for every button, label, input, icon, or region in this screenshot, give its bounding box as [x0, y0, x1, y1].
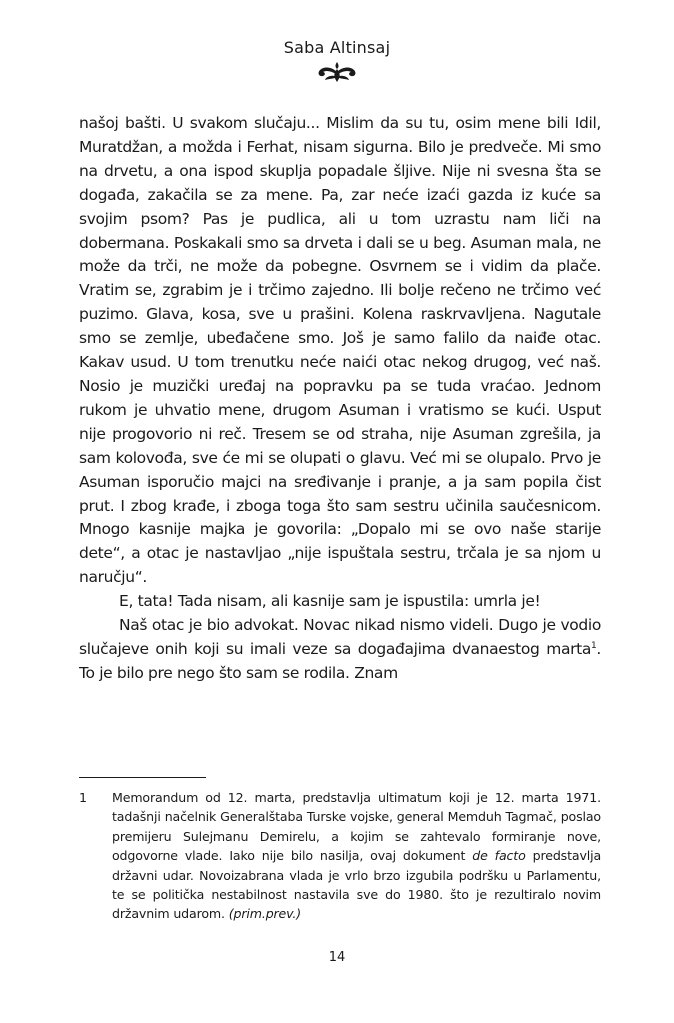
- translator-note: (prim.prev.): [228, 906, 302, 922]
- paragraph-3-text: Naš otac je bio advokat. Novac nikad nismo videli. Dugo je vodio slučajeve onih koji su imali veze sa događajima dvanaestog marta: [79, 616, 601, 658]
- page-header: [0, 38, 674, 83]
- fleuron-ornament-icon: [314, 61, 360, 83]
- paragraph-3-text-end: . To je bilo pre nego što sam se rodila. Znam: [79, 639, 601, 682]
- paragraph-3: [79, 614, 601, 686]
- footnote-text-part-1: Memorandum od 12. marta, predstavlja ultimatum koji je 12. marta 1971. tadašnji načelnik Generalštaba Turske vojske, general Memduh Tagmač, poslao premijeru Sulejmanu Demirelu, a kojim se zahtevalo formiranje nove, odgovorne vlade. Iako nije bilo nasilja, ovaj dokument: [112, 790, 601, 864]
- footnote-text: [112, 788, 601, 924]
- page-number: 14: [328, 950, 346, 965]
- main-text: [79, 112, 601, 686]
- footnote-emphasis: de facto: [472, 848, 526, 864]
- footnote-text-part-2: predstavlja državni udar. Novoizabrana vlada je vrlo brzo izgubila podršku u Parlamentu, te se politička nestabilnost nastavila sve do 1980. što je rezultiralo novim državnim udarom.: [112, 848, 602, 922]
- footnote-number: 1: [79, 790, 87, 805]
- footnote-reference: 1: [591, 640, 597, 651]
- footnote: [79, 788, 601, 924]
- paragraph-1: našoj bašti. U svakom slučaju... Mislim da su tu, osim mene bili Idil, Muratdžan, a možda i Ferhat, nisam sigurna. Bilo je predveče. Mi smo na drvetu, a ona ispod skuplja popadale šljive. Nije ni svesna šta se događa, zakačila se za mene. Pa, zar neće izaći gazda iz kuće sa svojim psom? Pas je pudlica, ali u tom uzrastu nam liči na dobermana. Poskakali smo sa drveta i dali se u beg. Asuman mala, ne može da trči, ne može da pobegne. Osvrnem se i vidim da plače. Vratim se, zgrabim je i trčimo zajedno. Ili bolje rečeno ne trčimo već puzimo. Glava, kosa, sve u prašini. Kolena raskrvavljena. Nagutale smo se zemlje, ubeđačene smo. Još je samo falilo da naiđe otac. Kakav usud. U tom trenutku neće naići otac nekog drugog, već naš. Nosio je muzički uređaj na popravku pa se tuda vraćao. Jednom rukom je uhvatio mene, drugom Asuman i vratismo se kući. Usput nije progovorio ni reč. Tresem se od straha, nije Asuman zgrešila, ja sam kolovođa, sve će mi se olupati o glavu. Već mi se olupalo. Prvo je Asuman isporučio majci na sređivanje i pranje, a ja sam popila čist prut. I zbog krađe, i zboga toga što sam sestru učinila saučesnicom. Mnogo kasnije majka je govorila: „Dopalo mi se ovo naše starije dete“, a otac je nastavljao „nije ispuštala sestru, trčala je sa njom u naručju“.: [79, 114, 601, 587]
- footnote-divider: [79, 777, 206, 778]
- paragraph-2: E, tata! Tada nisam, ali kasnije sam je ispustila: umrla je!: [119, 592, 541, 611]
- running-head: Saba Altinsaj: [283, 38, 391, 57]
